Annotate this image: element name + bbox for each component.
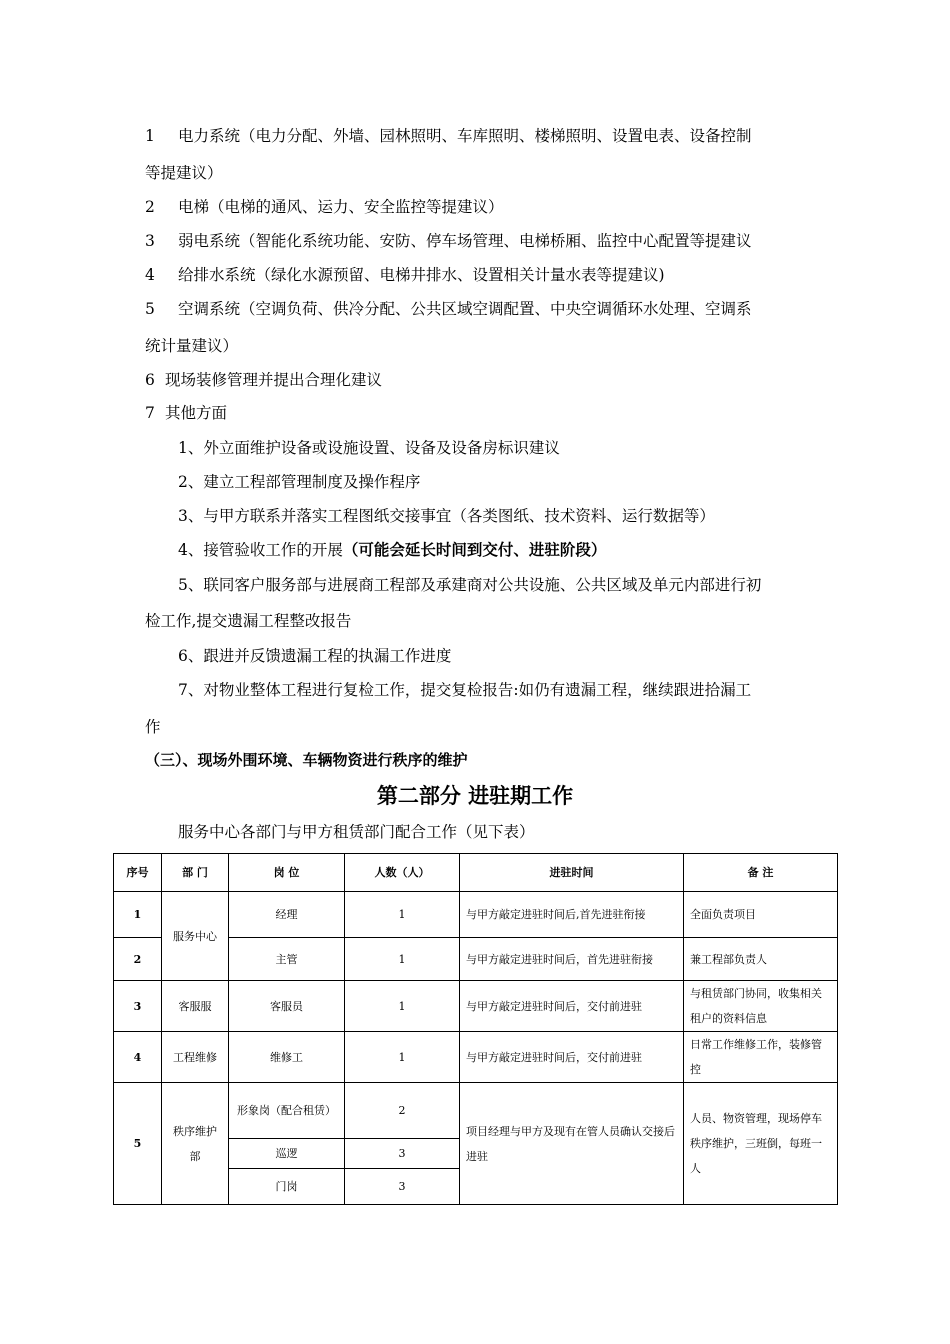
- cell-note: 人员、物资管理，现场停车秩序维护，三班倒，每班一人: [684, 1083, 838, 1205]
- cell-seq: 4: [114, 1032, 162, 1083]
- table-intro: 服务中心各部门与甲方租赁部门配合工作（见下表）: [178, 823, 535, 841]
- subitem-5: 5、联同客户服务部与进展商工程部及承建商对公共设施、公共区域及单元内部进行初: [178, 576, 762, 594]
- cell-post: 门岗: [229, 1169, 345, 1205]
- subitem-2: 2、建立工程部管理制度及操作程序: [178, 473, 421, 491]
- header-post: 岗 位: [229, 854, 345, 892]
- cell-note: 兼工程部负责人: [684, 938, 838, 981]
- subitem-5-continuation: 检工作,提交遗漏工程整改报告: [145, 612, 352, 630]
- cell-time: 项目经理与甲方及现有在管人员确认交接后进驻: [460, 1083, 684, 1205]
- section-3-heading: （三）、现场外围环境、车辆物资进行秩序的维护: [145, 751, 468, 769]
- item-1-continuation: 等提建议）: [145, 164, 223, 182]
- cell-post: 经理: [229, 892, 345, 938]
- item-5-continuation: 统计量建议）: [145, 337, 239, 355]
- cell-post: 巡逻: [229, 1139, 345, 1169]
- subitem-6: 6、跟进并反馈遗漏工程的执漏工作进度: [178, 647, 452, 665]
- cell-post: 维修工: [229, 1032, 345, 1083]
- cell-time: 与甲方敲定进驻时间后,首先进驻衔接: [460, 892, 684, 938]
- cell-count: 1: [345, 938, 460, 981]
- header-seq: 序号: [114, 854, 162, 892]
- cell-count: 3: [345, 1139, 460, 1169]
- item-6: 6 现场装修管理并提出合理化建议: [145, 371, 383, 389]
- table-row: [114, 1083, 838, 1139]
- table-row: [114, 1032, 838, 1083]
- cell-count: 1: [345, 892, 460, 938]
- cell-time: 与甲方敲定进驻时间后，首先进驻衔接: [460, 938, 684, 981]
- department-table: [113, 853, 838, 1205]
- cell-dept: 工程维修: [162, 1032, 229, 1083]
- item-2: 2 电梯（电梯的通风、运力、安全监控等提建议）: [145, 198, 504, 216]
- item-3: 3 弱电系统（智能化系统功能、安防、停车场管理、电梯桥厢、监控中心配置等提建议: [145, 232, 752, 250]
- cell-note: 与租赁部门协同，收集相关租户的资料信息: [684, 981, 838, 1032]
- item-4: 4 给排水系统（绿化水源预留、电梯井排水、设置相关计量水表等提建议): [145, 266, 665, 284]
- table-header-row: [114, 854, 838, 892]
- cell-post: 主管: [229, 938, 345, 981]
- table-row: [114, 892, 838, 938]
- cell-post: 客服员: [229, 981, 345, 1032]
- header-count: 人数（人）: [345, 854, 460, 892]
- header-dept: 部 门: [162, 854, 229, 892]
- item-5: 5 空调系统（空调负荷、供冷分配、公共区域空调配置、中央空调循环水处理、空调系: [145, 300, 752, 318]
- subitem-3: 3、与甲方联系并落实工程图纸交接事宜（各类图纸、技术资料、运行数据等）: [178, 507, 715, 525]
- item-7: 7 其他方面: [145, 404, 228, 422]
- cell-post: 形象岗（配合租赁）: [229, 1083, 345, 1139]
- cell-time: 与甲方敲定进驻时间后，交付前进驻: [460, 981, 684, 1032]
- part-2-title: 第二部分 进驻期工作: [376, 783, 574, 808]
- cell-time: 与甲方敲定进驻时间后，交付前进驻: [460, 1032, 684, 1083]
- cell-seq: 1: [114, 892, 162, 938]
- cell-dept: 秩序维护部: [162, 1083, 229, 1205]
- header-note: 备 注: [684, 854, 838, 892]
- cell-count: 1: [345, 981, 460, 1032]
- cell-count: 3: [345, 1169, 460, 1205]
- cell-seq: 2: [114, 938, 162, 981]
- cell-note: 全面负责项目: [684, 892, 838, 938]
- subitem-4: 4、接管验收工作的开展（可能会延长时间到交付、进驻阶段）: [178, 540, 607, 559]
- cell-note: 日常工作维修工作，装修管控: [684, 1032, 838, 1083]
- subitem-1: 1、外立面维护设备或设施设置、设备及设备房标识建议: [178, 439, 560, 457]
- header-time: 进驻时间: [460, 854, 684, 892]
- cell-dept: 服务中心: [162, 892, 229, 981]
- subitem-7: 7、对物业整体工程进行复检工作，提交复检报告:如仍有遗漏工程，继续跟进拾漏工: [178, 681, 752, 699]
- cell-seq: 5: [114, 1083, 162, 1205]
- subitem-7-continuation: 作: [145, 718, 161, 736]
- table-row: [114, 981, 838, 1032]
- item-1: 1 电力系统（电力分配、外墙、园林照明、车库照明、楼梯照明、设置电表、设备控制: [145, 127, 752, 145]
- cell-seq: 3: [114, 981, 162, 1032]
- cell-dept: 客服服: [162, 981, 229, 1032]
- cell-count: 1: [345, 1032, 460, 1083]
- cell-count: 2: [345, 1083, 460, 1139]
